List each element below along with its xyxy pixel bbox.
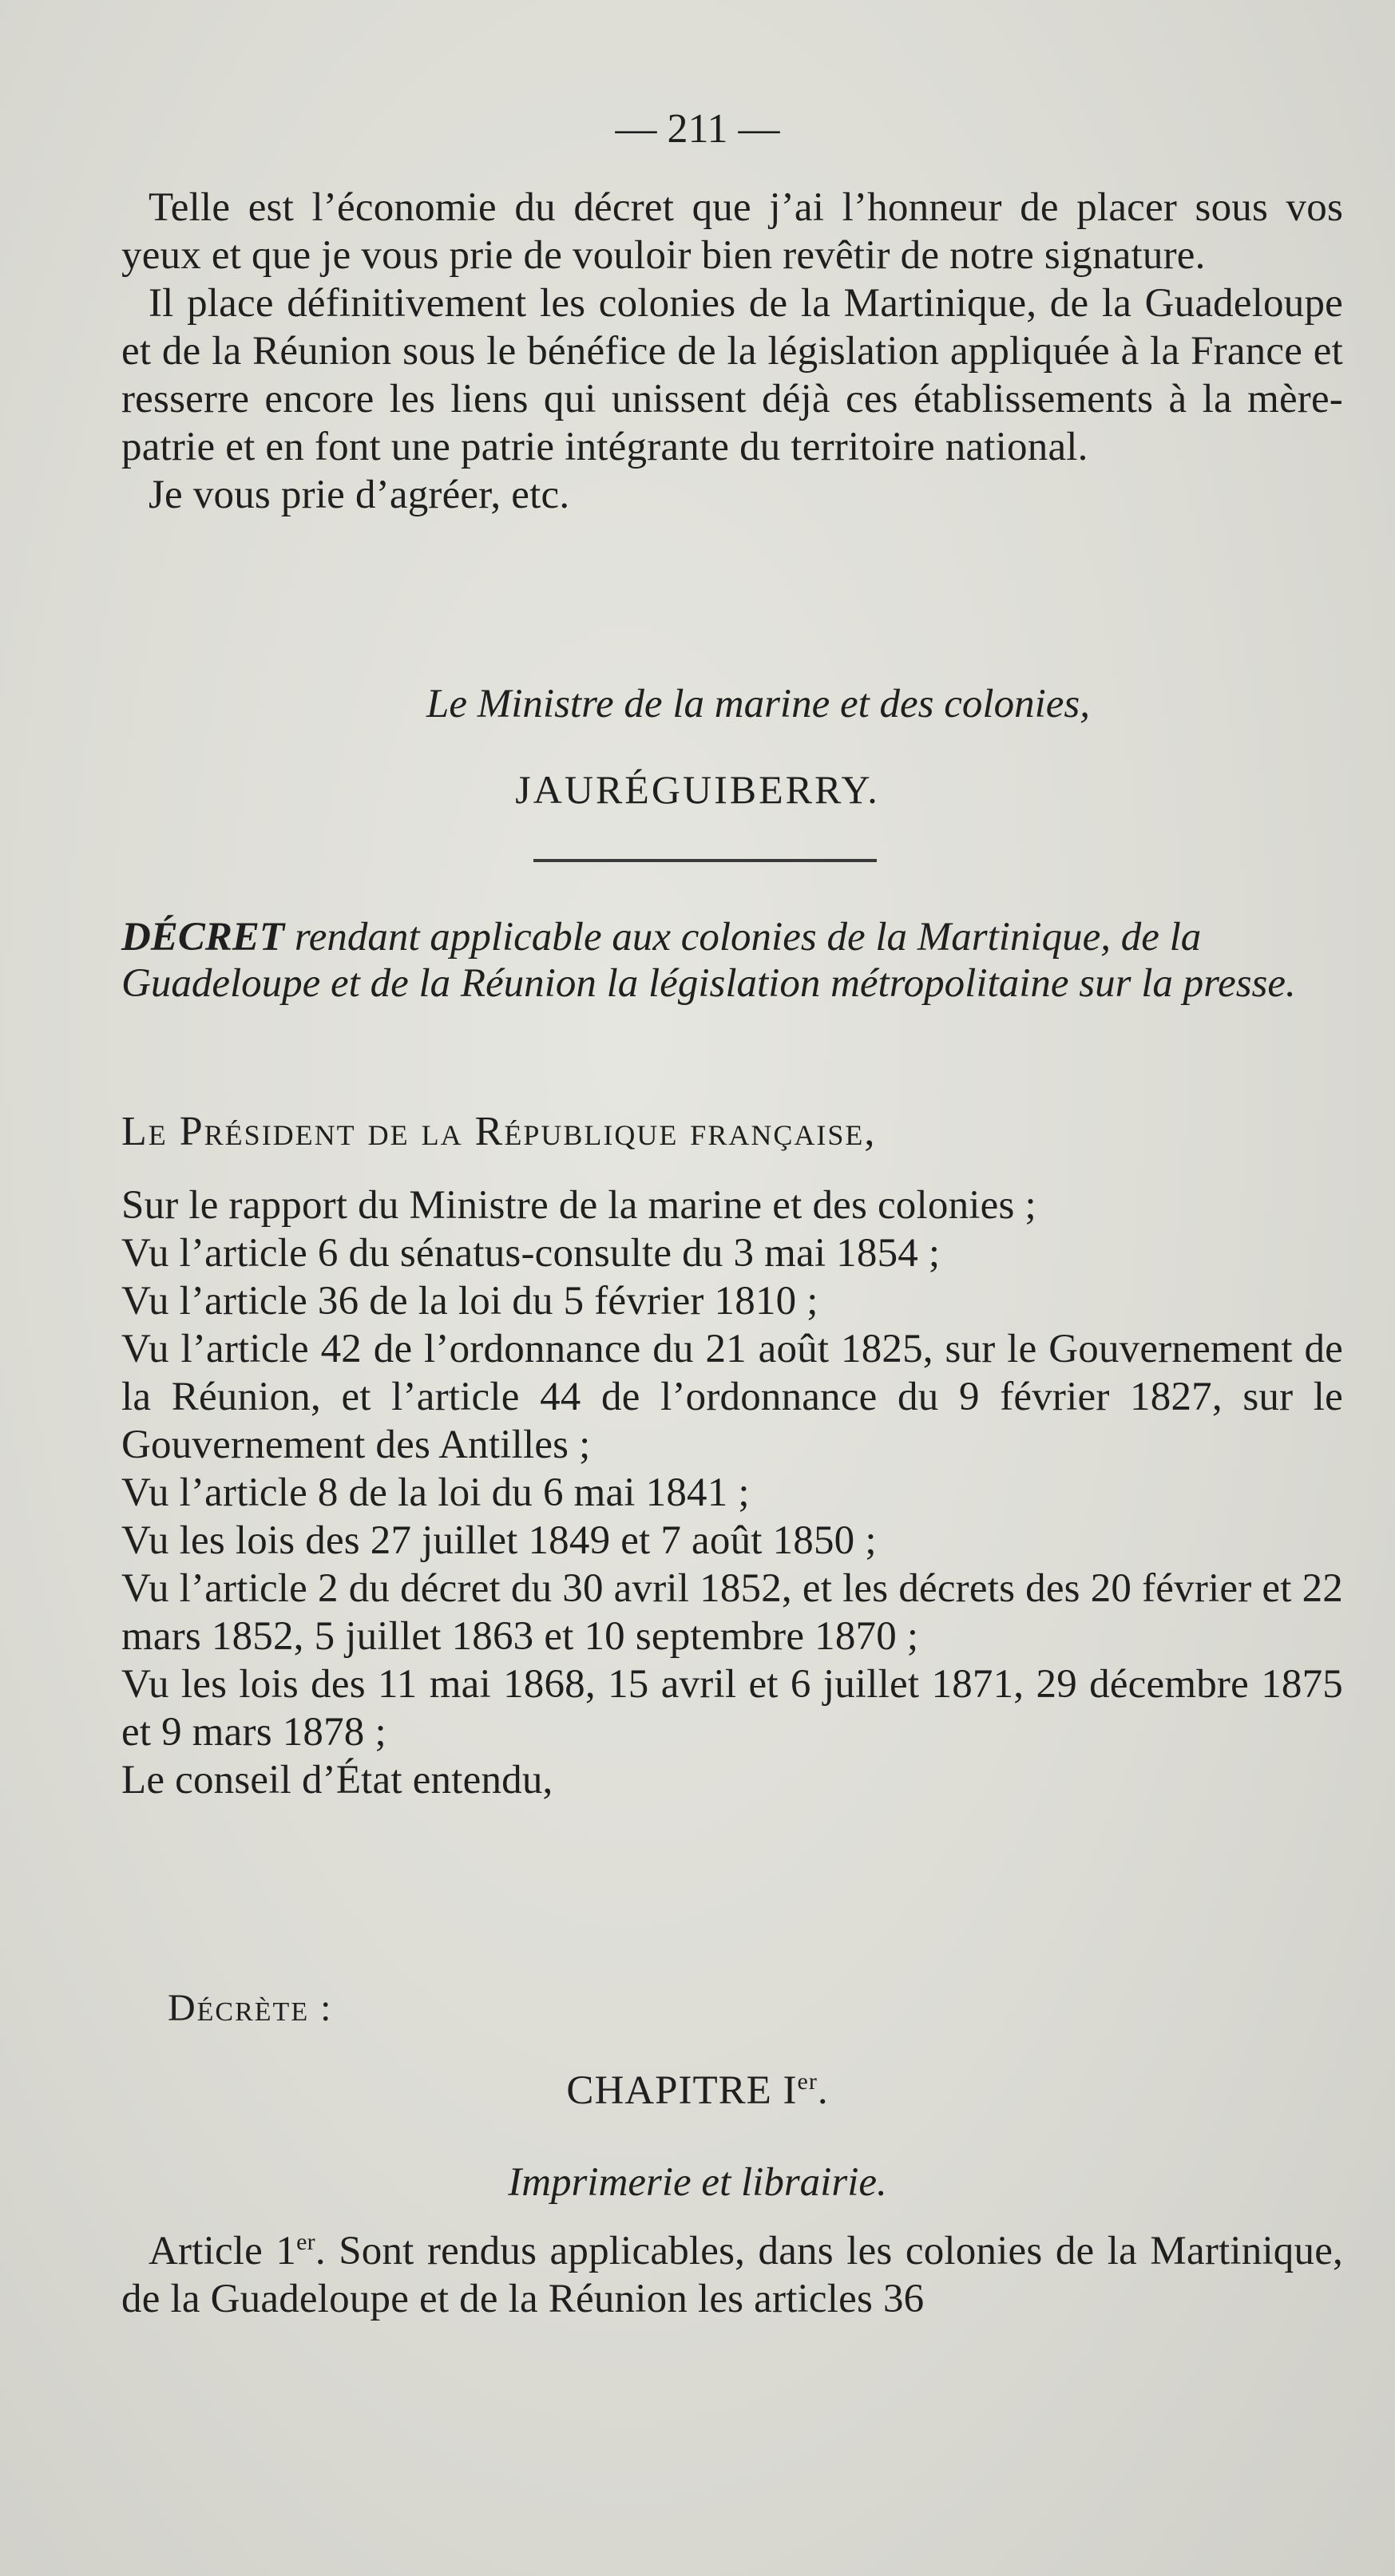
signature-name: JAURÉGUIBERRY. [515, 767, 880, 812]
intro-paragraph-1: Telle est l’économie du décret que j’ai l’honneur de placer sous vos yeux et que je vous prie de vouloir bien revêtir de notre signature. [121, 185, 1343, 278]
signature-title: Le Ministre de la marine et des colonies, [426, 682, 1090, 726]
considerations-block [121, 1181, 1343, 1804]
consideration-7: Vu l’article 2 du décret du 30 avril 1852, et les décrets des 20 février et 22 mars 1852, 5 juillet 1863 et 10 septembre 1870 ; [121, 1566, 1343, 1659]
chapter-sup: er [797, 2068, 818, 2095]
chapter-heading [0, 2068, 1395, 2114]
decree-title-lead: DÉCRET [121, 915, 285, 960]
consideration-2: Vu l’article 6 du sénatus-consulte du 3 mai 1854 ; [121, 1231, 941, 1276]
consideration-5: Vu l’article 8 de la loi du 6 mai 1841 ; [121, 1470, 750, 1515]
chapter-label: CHAPITRE I [566, 2068, 798, 2113]
intro-paragraph-2: Il place définitivement les colonies de la Martinique, de la Guadeloupe et de la Réunion sous le bénéfice de la législation appliquée à la France et resserre encore les liens qui unissent déjà ces établissements à la mère-patrie et en font une patrie intégrante du territoire national. [121, 281, 1343, 469]
decree-title [121, 914, 1343, 1007]
president-heading: Le Président de la République française, [121, 1109, 877, 1154]
article-1 [121, 2227, 1343, 2323]
article-1-sup: er [296, 2229, 315, 2255]
consideration-8: Vu les lois des 11 mai 1868, 15 avril et 6 juillet 1871, 29 décembre 1875 et 9 mars 1878 ; [121, 1662, 1343, 1755]
section-heading: Imprimerie et librairie. [508, 2160, 887, 2205]
intro-block [121, 184, 1343, 519]
consideration-1: Sur le rapport du Ministre de la marine et des colonies ; [121, 1183, 1036, 1228]
intro-paragraph-3: Je vous prie d’agréer, etc. [149, 473, 570, 517]
consideration-9: Le conseil d’État entendu, [121, 1758, 553, 1802]
article-1-text: . Sont rendus applicables, dans les colonies de la Martinique, de la Guadeloupe et de la Réunion les articles 36 [121, 2229, 1343, 2321]
article-block [121, 2227, 1343, 2323]
consideration-4: Vu l’article 42 de l’ordonnance du 21 août 1825, sur le Gouvernement de la Réunion, et l’article 44 de l’ordonnance du 9 février 1827, sur le Gouvernement des Antilles ; [121, 1327, 1343, 1467]
chapter-end: . [817, 2068, 829, 2113]
consideration-6: Vu les lois des 27 juillet 1849 et 7 août 1850 ; [121, 1518, 877, 1563]
page-number: — 211 — [615, 106, 780, 152]
article-1-label: Article 1 [149, 2229, 297, 2273]
section-divider [533, 859, 877, 862]
consideration-3: Vu l’article 36 de la loi du 5 février 1810 ; [121, 1279, 818, 1324]
decrete-heading: Décrète : [168, 1987, 333, 2029]
decree-title-rest: rendant applicable aux colonies de la Martinique, de la Guadeloupe et de la Réunion la législation métropolitaine sur la presse. [121, 915, 1296, 1006]
